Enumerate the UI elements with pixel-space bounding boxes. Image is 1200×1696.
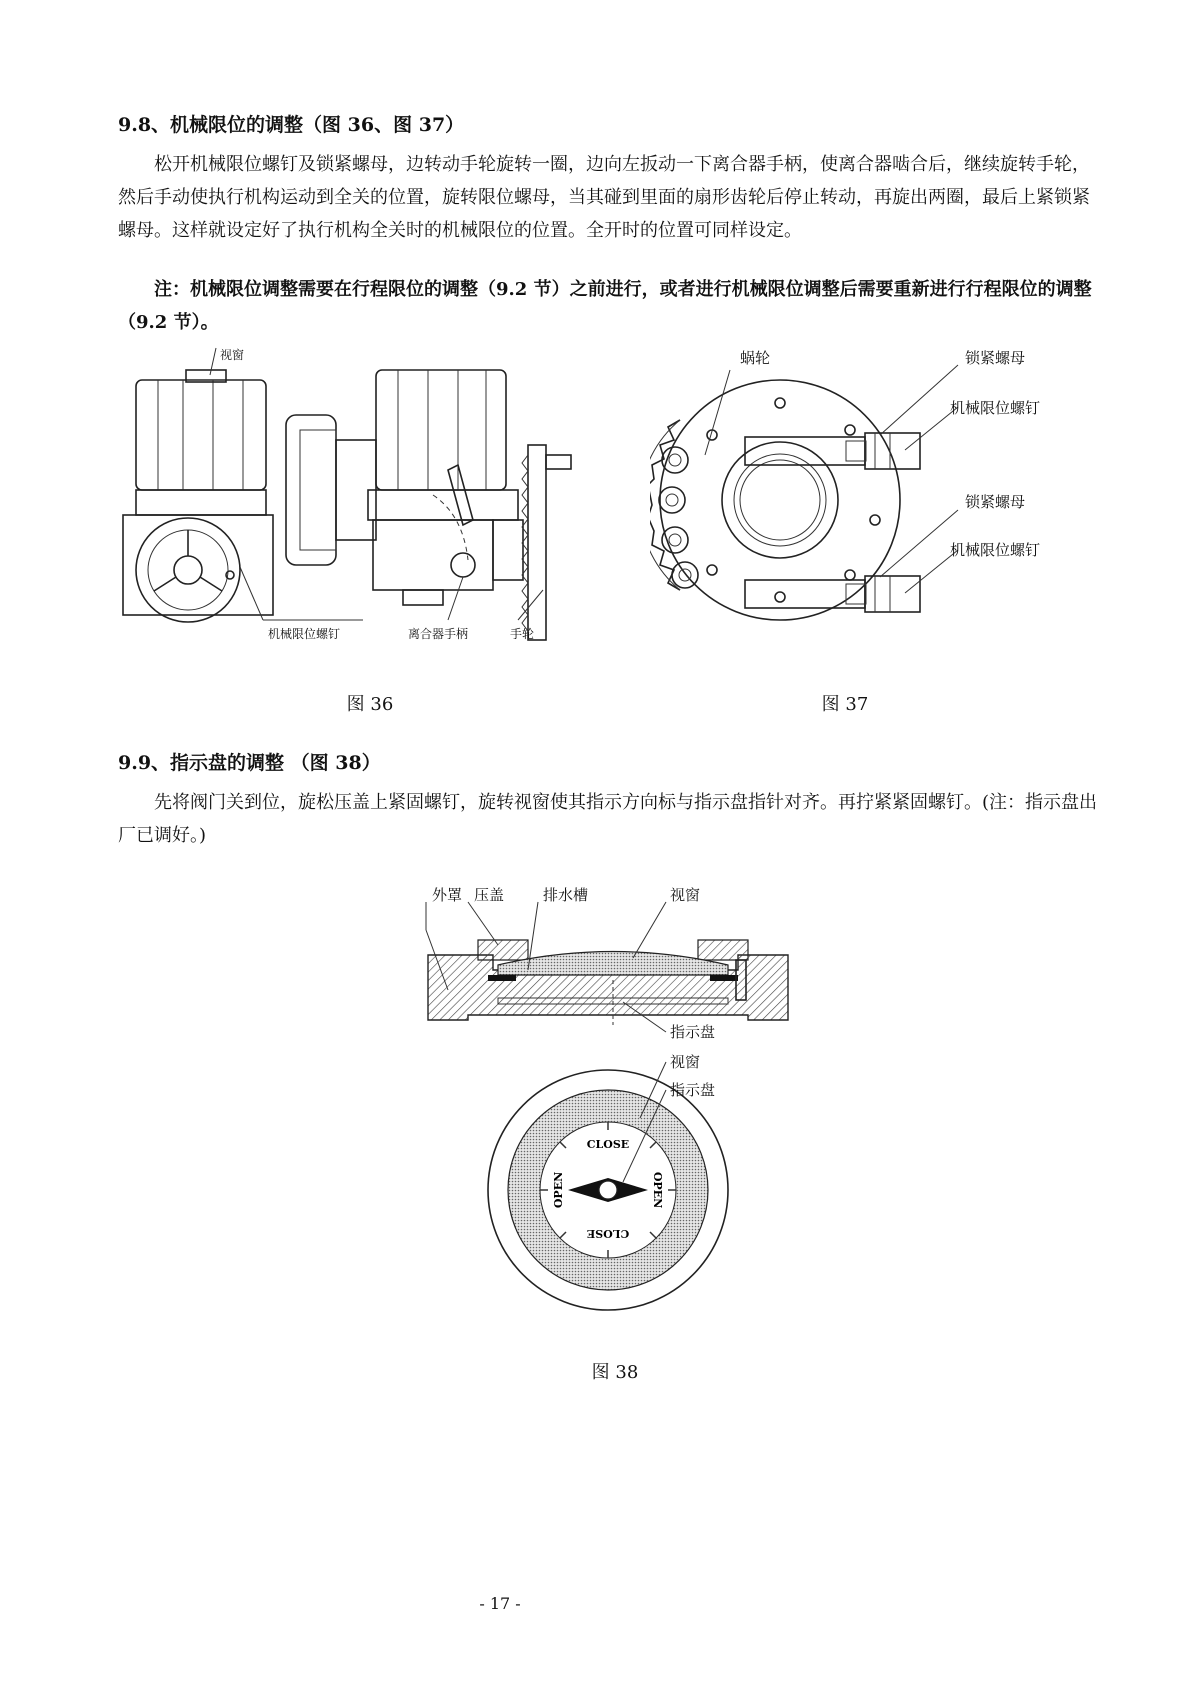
fig38-label-dial-bottom: 指示盘 — [670, 1081, 716, 1099]
page-number: - 17 - — [479, 1594, 521, 1613]
fig36-label-window: 视窗 — [220, 348, 245, 362]
fig37-label-lock-nut-1: 锁紧螺母 — [965, 349, 1026, 367]
fig38-label-outer-cover: 外罩 — [432, 886, 463, 904]
fig37-label-limit-screw-1: 机械限位螺钉 — [950, 399, 1041, 417]
figure-38-caption: 图 38 — [591, 1362, 639, 1383]
dial-text-open-right: OPEN — [651, 1171, 664, 1209]
figure-37 — [650, 345, 1100, 655]
fig37-label-limit-screw-2: 机械限位螺钉 — [950, 541, 1041, 559]
figure-38 — [418, 880, 798, 1320]
dial-text-open-left: OPEN — [552, 1171, 565, 1209]
section-paragraph-9-9: 先将阀门关到位，旋松压盖上紧固螺钉，旋转视窗使其指示方向标与指示盘指针对齐。再拧紧紧固螺钉。(注：指示盘出厂已调好。) — [118, 792, 1098, 846]
section-note-9-8: 注：机械限位调整需要在行程限位的调整（9.2 节）之前进行，或者进行机械限位调整后需要重新进行行程限位的调整（9.2 节）。 — [118, 279, 1092, 333]
fig38-label-gland: 压盖 — [474, 886, 505, 904]
fig37-label-lock-nut-2: 锁紧螺母 — [965, 493, 1026, 511]
fig38-label-dial-top: 指示盘 — [670, 1023, 716, 1041]
figure-36-caption: 图 36 — [346, 694, 394, 715]
figure-36 — [118, 345, 638, 645]
section-heading-9-8: 9.8、机械限位的调整（图 36、图 37） — [118, 114, 465, 136]
dial-text-close-bottom: CLOSE — [586, 1227, 630, 1240]
fig36-label-limit-screw: 机械限位螺钉 — [268, 627, 341, 641]
figure-37-caption: 图 37 — [821, 694, 869, 715]
fig38-label-drain-groove: 排水槽 — [543, 886, 589, 904]
fig38-label-window-top: 视窗 — [670, 886, 701, 904]
fig36-label-handwheel: 手轮 — [510, 627, 535, 641]
fig36-label-clutch-handle: 离合器手柄 — [408, 627, 469, 641]
fig38-label-window-bottom: 视窗 — [670, 1053, 701, 1071]
fig37-label-worm-wheel: 蜗轮 — [740, 349, 771, 367]
section-heading-9-9: 9.9、指示盘的调整 （图 38） — [118, 752, 381, 774]
dial-text-close-top: CLOSE — [586, 1138, 630, 1151]
section-paragraph-9-8: 松开机械限位螺钉及锁紧螺母，边转动手轮旋转一圈，边向左扳动一下离合器手柄，使离合器啮合后，继续旋转手轮，然后手动使执行机构运动到全关的位置，旋转限位螺母，当其碰到里面的扇形齿轮后停止转动，再旋出两圈，最后上紧锁紧螺母。这样就设定好了执行机构全关时的机械限位的位置。全开时的位置可同样设定。 — [118, 154, 1090, 241]
